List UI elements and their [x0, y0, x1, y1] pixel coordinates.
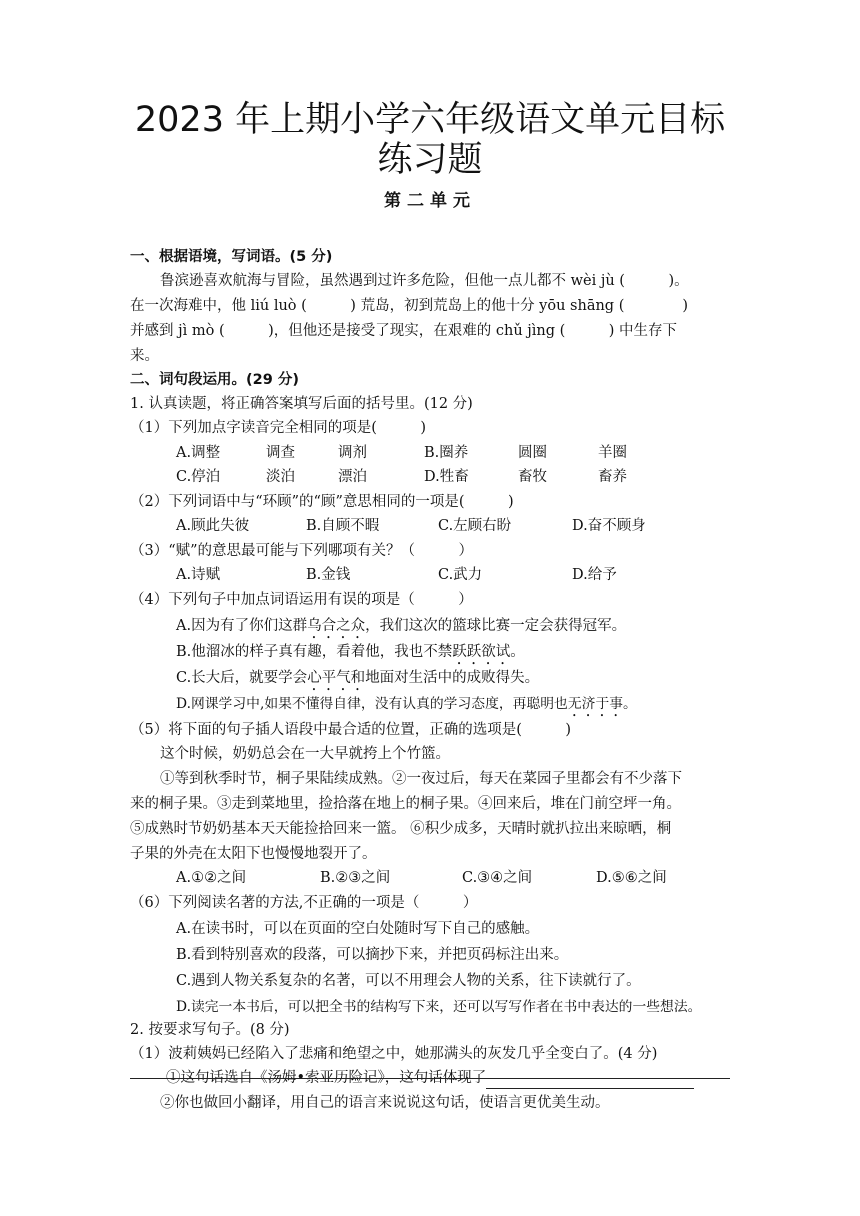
- sentence-option-b: [176, 641, 525, 668]
- insert-sentence: 这个时候，奶奶总会在一大早就挎上个竹篮。: [160, 746, 450, 762]
- passage-line: 子果的外壳在太阳下也慢慢地裂开了。: [130, 846, 377, 862]
- option-text: D.⑤⑥之间: [596, 870, 667, 886]
- option-text: C.停泊: [176, 469, 221, 485]
- option-text: B.②③之间: [320, 870, 391, 886]
- option-text: C.③④之间: [462, 870, 533, 886]
- sentence-option-d: [176, 693, 637, 720]
- option-text: B.自顾不暇: [306, 518, 380, 534]
- option-text: 圆圈: [518, 445, 547, 461]
- passage-line: ①等到秋季时节，桐子果陆续成熟。②一夜过后，每天在菜园子里都会有不少落下: [160, 771, 682, 787]
- section-1-line: 来。: [130, 348, 159, 364]
- section-1-heading: 一、根据语境，写词语。(5 分): [130, 249, 333, 265]
- answer-line[interactable]: [130, 1078, 730, 1079]
- emphasized-word: 乌合之众: [307, 618, 366, 634]
- section-1-line: 在一次海难中，他 liú luò ( ) 荒岛，初到荒岛上的他十分 yōu shāng ( ): [130, 298, 689, 314]
- option-text: 调查: [266, 445, 295, 461]
- option-text: B.圈养: [424, 445, 469, 461]
- question-2-heading: 2. 按要求写句子。(8 分): [130, 1022, 290, 1038]
- passage-line: 来的桐子果。③走到菜地里，捡拾落在地上的桐子果。④回来后，堆在门前空坪一角。: [130, 796, 681, 812]
- option-text: B.金钱: [306, 567, 351, 583]
- section-1-line: 鲁滨逊喜欢航海与冒险，虽然遇到过许多危险，但他一点儿都不 wèi jù ( )。: [160, 273, 689, 289]
- option-text: D.网课学习中,如果不懂得自律，没有认真的学习态度，再聪明也: [176, 696, 568, 712]
- option-text: A.①②之间: [176, 870, 247, 886]
- question-1-heading: 1. 认真读题，将正确答案填写后面的括号里。(12 分): [130, 396, 473, 412]
- option-text: A.调整: [176, 445, 221, 461]
- option-text: ①这句话选自《汤姆•索亚历险记》，这句话体现了: [166, 1070, 487, 1086]
- option-text: 畜牧: [518, 469, 547, 485]
- answer-blank[interactable]: [486, 1070, 694, 1089]
- sentence-option-c: [176, 667, 539, 694]
- option-text: D.牲畜: [424, 469, 469, 485]
- option-text: A.顾此失彼: [176, 518, 250, 534]
- q1-part1-stem: （1）下列加点字读音完全相同的项是( ): [130, 420, 427, 436]
- option-text: D.读完一本书后，可以把全书的结构写下来，还可以写写作者在书中表达的一些想法。: [176, 999, 702, 1015]
- option-text: A.因为有了你们这群: [176, 618, 308, 634]
- option-text: C.遇到人物关系复杂的名著，可以不用理会人物的关系，往下读就行了。: [176, 973, 641, 989]
- sentence-option-a: [176, 615, 626, 642]
- section-2-heading: 二、词句段运用。(29 分): [130, 372, 299, 388]
- unit-heading: 第二单元: [384, 191, 476, 211]
- option-text: B.他溜冰的样子真有趣，看着他，我也不禁: [176, 644, 453, 660]
- option-text: 淡泊: [266, 469, 295, 485]
- page-title: 2023 年上期小学六年级语文单元目标练习题: [134, 100, 726, 180]
- option-text: C.长大后，就要学会: [176, 670, 308, 686]
- emphasized-word: 无济于事: [567, 696, 624, 712]
- option-text: 地面对生活中的成败得失。: [365, 670, 540, 686]
- option-text: 。: [510, 644, 525, 660]
- q1-part2-stem: （2）下列词语中与“环顾”的“顾”意思相同的一项是( ): [130, 494, 514, 510]
- emphasized-word: 跃跃欲试: [452, 644, 511, 660]
- q1-part6-stem: （6）下列阅读名著的方法,不正确的一项是（ ）: [130, 895, 478, 911]
- option-text: 漂泊: [338, 469, 367, 485]
- option-text: B.看到特别喜欢的段落，可以摘抄下来，并把页码标注出来。: [176, 947, 569, 963]
- option-text: C.武力: [438, 567, 483, 583]
- q2-sub2: ②你也做回小翻译，用自己的语言来说说这句话，使语言更优美生动。: [160, 1095, 610, 1111]
- option-text: C.左顾右盼: [438, 518, 512, 534]
- option-text: D.给予: [572, 567, 617, 583]
- q1-part3-stem: （3）“赋”的意思最可能与下列哪项有关？（ ）: [130, 543, 474, 559]
- option-text: D.奋不顾身: [572, 518, 646, 534]
- option-text: 。: [623, 696, 637, 712]
- passage-line: ⑤成熟时节奶奶基本天天能捡拾回来一篮。 ⑥积少成多，天晴时就扒拉出来晾晒，桐: [130, 821, 672, 837]
- option-text: 畜养: [598, 469, 627, 485]
- q1-part5-stem: （5）将下面的句子插人语段中最合适的位置，正确的选项是( ): [130, 722, 572, 738]
- q2-part1-stem: （1）波莉姨妈已经陷入了悲痛和绝望之中，她那满头的灰发几乎全变白了。(4 分): [130, 1046, 658, 1062]
- option-text: 羊圈: [598, 445, 627, 461]
- option-text: 调剂: [338, 445, 367, 461]
- option-text: A.诗赋: [176, 567, 221, 583]
- emphasized-word: 心平气和: [307, 670, 366, 686]
- section-1-line: 并感到 jì mò ( )，但他还是接受了现实，在艰难的 chǔ jìng ( ) 中生存下: [130, 323, 678, 339]
- option-text: A.在读书时，可以在页面的空白处随时写下自己的感触。: [176, 921, 540, 937]
- option-text: ，我们这次的篮球比赛一定会获得冠军。: [365, 618, 627, 634]
- q1-part4-stem: （4）下列句子中加点词语运用有误的项是（ ）: [130, 592, 473, 608]
